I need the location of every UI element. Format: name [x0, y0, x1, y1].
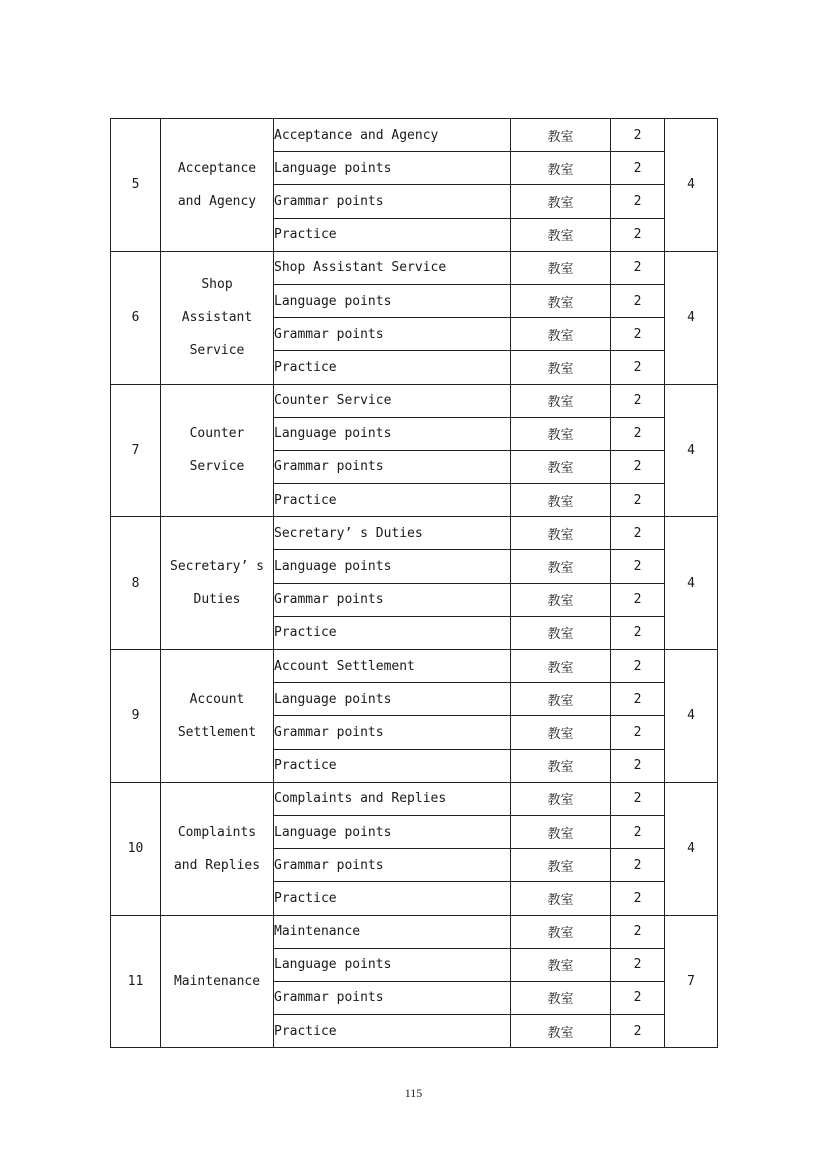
- lesson-hours: 2: [611, 550, 665, 583]
- lesson-place: 教室: [511, 782, 611, 815]
- lesson-hours: 2: [611, 616, 665, 649]
- unit-title-line: and Replies: [173, 857, 261, 873]
- lesson-topic: Practice: [274, 484, 511, 517]
- lesson-topic: Complaints and Replies: [274, 782, 511, 815]
- unit-title-line: Assistant: [181, 310, 253, 326]
- lesson-topic: Account Settlement: [274, 650, 511, 683]
- lesson-hours: 2: [611, 284, 665, 317]
- unit-title-line: Secretary’ s: [170, 559, 264, 575]
- lesson-place: 教室: [511, 119, 611, 152]
- lesson-hours: 2: [611, 119, 665, 152]
- unit-total-hours: 4: [665, 650, 718, 783]
- lesson-place: 教室: [511, 550, 611, 583]
- page-number: 115: [404, 1086, 423, 1100]
- lesson-hours: 2: [611, 185, 665, 218]
- lesson-hours: 2: [611, 981, 665, 1014]
- lesson-hours: 2: [611, 484, 665, 517]
- lesson-place: 教室: [511, 683, 611, 716]
- lesson-hours: 2: [611, 517, 665, 550]
- lesson-hours: 2: [611, 384, 665, 417]
- lesson-hours: 2: [611, 318, 665, 351]
- unit-title-line: Acceptance: [177, 160, 257, 176]
- lesson-hours: 2: [611, 218, 665, 251]
- lesson-hours: 2: [611, 417, 665, 450]
- table-row: [111, 251, 718, 284]
- lesson-topic: Language points: [274, 417, 511, 450]
- lesson-hours: 2: [611, 1015, 665, 1048]
- unit-title-line: Counter: [189, 426, 245, 442]
- lesson-topic: Practice: [274, 351, 511, 384]
- unit-number: 5: [111, 119, 161, 252]
- lesson-topic: Language points: [274, 550, 511, 583]
- lesson-topic: Language points: [274, 152, 511, 185]
- unit-title-line: Duties: [193, 592, 241, 608]
- lesson-topic: Maintenance: [274, 915, 511, 948]
- lesson-place: 教室: [511, 384, 611, 417]
- lesson-hours: 2: [611, 583, 665, 616]
- lesson-hours: 2: [611, 650, 665, 683]
- lesson-topic: Language points: [274, 815, 511, 848]
- lesson-topic: Grammar points: [274, 318, 511, 351]
- unit-title-line: Maintenance: [173, 973, 261, 989]
- unit-title: [161, 650, 274, 783]
- lesson-topic: Grammar points: [274, 849, 511, 882]
- unit-title-line: Service: [189, 459, 245, 475]
- lesson-hours: 2: [611, 251, 665, 284]
- unit-title: [161, 119, 274, 252]
- lesson-topic: Practice: [274, 616, 511, 649]
- lesson-topic: Grammar points: [274, 583, 511, 616]
- lesson-topic: Language points: [274, 683, 511, 716]
- schedule-body: [111, 119, 718, 1048]
- unit-title-line: Shop: [201, 277, 233, 293]
- unit-number: 9: [111, 650, 161, 783]
- lesson-topic: Grammar points: [274, 450, 511, 483]
- lesson-hours: 2: [611, 351, 665, 384]
- unit-title-line: Account: [189, 691, 245, 707]
- lesson-hours: 2: [611, 716, 665, 749]
- lesson-place: 教室: [511, 650, 611, 683]
- table-row: [111, 517, 718, 550]
- unit-title-line: Service: [189, 343, 245, 359]
- unit-title: [161, 251, 274, 384]
- course-schedule-table: [110, 118, 718, 1048]
- unit-number: 11: [111, 915, 161, 1048]
- lesson-topic: Practice: [274, 882, 511, 915]
- lesson-topic: Shop Assistant Service: [274, 251, 511, 284]
- lesson-hours: 2: [611, 815, 665, 848]
- lesson-hours: 2: [611, 915, 665, 948]
- unit-total-hours: 4: [665, 384, 718, 517]
- lesson-place: 教室: [511, 1015, 611, 1048]
- lesson-place: 教室: [511, 417, 611, 450]
- lesson-hours: 2: [611, 152, 665, 185]
- lesson-topic: Secretary’ s Duties: [274, 517, 511, 550]
- lesson-topic: Language points: [274, 948, 511, 981]
- unit-number: 7: [111, 384, 161, 517]
- table-row: [111, 119, 718, 152]
- lesson-place: 教室: [511, 915, 611, 948]
- unit-number: 6: [111, 251, 161, 384]
- unit-number: 10: [111, 782, 161, 915]
- table-row: [111, 650, 718, 683]
- unit-title: [161, 384, 274, 517]
- lesson-hours: 2: [611, 683, 665, 716]
- lesson-place: 教室: [511, 716, 611, 749]
- lesson-place: 教室: [511, 185, 611, 218]
- lesson-place: 教室: [511, 583, 611, 616]
- unit-number: 8: [111, 517, 161, 650]
- unit-title: [161, 517, 274, 650]
- lesson-topic: Language points: [274, 284, 511, 317]
- lesson-topic: Practice: [274, 218, 511, 251]
- lesson-place: 教室: [511, 318, 611, 351]
- lesson-hours: 2: [611, 450, 665, 483]
- unit-total-hours: 4: [665, 119, 718, 252]
- lesson-place: 教室: [511, 749, 611, 782]
- lesson-topic: Grammar points: [274, 981, 511, 1014]
- table-row: [111, 915, 718, 948]
- table-row: [111, 384, 718, 417]
- lesson-hours: 2: [611, 882, 665, 915]
- lesson-place: 教室: [511, 484, 611, 517]
- lesson-place: 教室: [511, 251, 611, 284]
- lesson-place: 教室: [511, 616, 611, 649]
- lesson-topic: Grammar points: [274, 716, 511, 749]
- lesson-place: 教室: [511, 284, 611, 317]
- table-row: [111, 782, 718, 815]
- lesson-place: 教室: [511, 948, 611, 981]
- unit-title-line: and Agency: [177, 193, 257, 209]
- lesson-topic: Counter Service: [274, 384, 511, 417]
- unit-title: [161, 782, 274, 915]
- lesson-hours: 2: [611, 749, 665, 782]
- unit-total-hours: 4: [665, 782, 718, 915]
- unit-title-line: Complaints: [177, 824, 257, 840]
- lesson-place: 教室: [511, 981, 611, 1014]
- unit-total-hours: 7: [665, 915, 718, 1048]
- lesson-place: 教室: [511, 218, 611, 251]
- lesson-place: 教室: [511, 351, 611, 384]
- lesson-topic: Grammar points: [274, 185, 511, 218]
- lesson-place: 教室: [511, 152, 611, 185]
- lesson-place: 教室: [511, 450, 611, 483]
- unit-total-hours: 4: [665, 517, 718, 650]
- lesson-place: 教室: [511, 815, 611, 848]
- lesson-topic: Practice: [274, 749, 511, 782]
- lesson-topic: Acceptance and Agency: [274, 119, 511, 152]
- lesson-topic: Practice: [274, 1015, 511, 1048]
- lesson-place: 教室: [511, 517, 611, 550]
- unit-title: [161, 915, 274, 1048]
- lesson-hours: 2: [611, 849, 665, 882]
- lesson-place: 教室: [511, 849, 611, 882]
- unit-total-hours: 4: [665, 251, 718, 384]
- lesson-hours: 2: [611, 782, 665, 815]
- lesson-hours: 2: [611, 948, 665, 981]
- unit-title-line: Settlement: [177, 724, 257, 740]
- lesson-place: 教室: [511, 882, 611, 915]
